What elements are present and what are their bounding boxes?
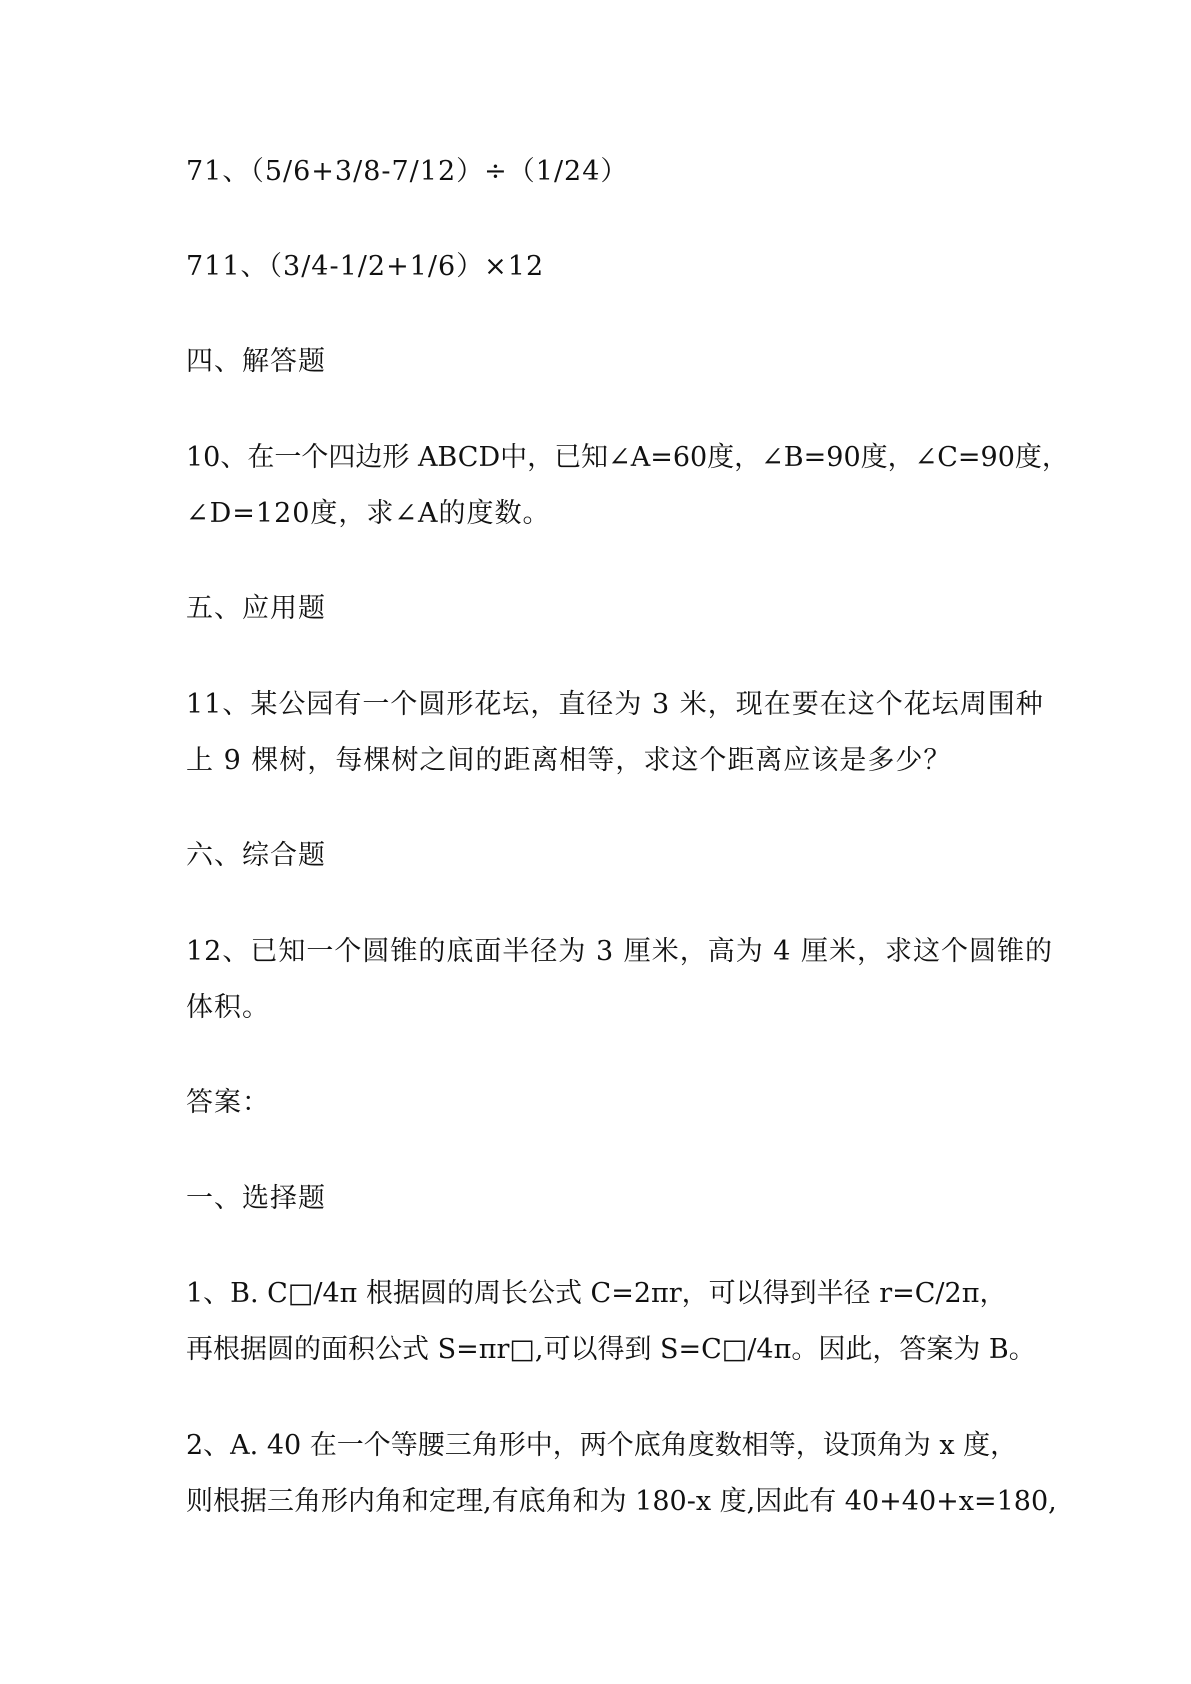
section-heading-application: 五、应用题: [186, 593, 326, 624]
problem-12-line-2: 体积。: [186, 992, 270, 1023]
answer-1-line-2: 再根据圆的面积公式 S=πr□,可以得到 S=C□/4π。因此，答案为 B。: [186, 1334, 1036, 1365]
answer-2-line-1: 2、A. 40 在一个等腰三角形中，两个底角度数相等，设顶角为 x 度，: [186, 1430, 1018, 1461]
answer-2-line-2: 则根据三角形内角和定理,有底角和为 180-x 度,因此有 40+40+x=180,: [186, 1486, 1057, 1517]
problem-10-line-2: ∠D=120度，求∠A的度数。: [186, 498, 551, 529]
problem-11-line-2: 上 9 棵树，每棵树之间的距离相等，求这个距离应该是多少？: [186, 745, 952, 776]
section-heading-comprehensive: 六、综合题: [186, 840, 326, 871]
problem-12-line-1: 12、已知一个圆锥的底面半径为 3 厘米，高为 4 厘米，求这个圆锥的: [186, 936, 1054, 967]
section-heading-multiple-choice: 一、选择题: [186, 1183, 326, 1214]
problem-10-line-1: 10、在一个四边形 ABCD中，已知∠A=60度，∠B=90度，∠C=90度，: [186, 442, 1069, 473]
problem-11-line-1: 11、某公园有一个圆形花坛，直径为 3 米，现在要在这个花坛周围种: [186, 689, 1044, 720]
problem-711: 711、（3/4-1/2+1/6）×12: [186, 251, 545, 282]
answer-1-line-1: 1、B. C□/4π 根据圆的周长公式 C=2πr，可以得到半径 r=C/2π，: [186, 1278, 1007, 1309]
answers-heading: 答案：: [186, 1087, 270, 1118]
problem-71: 71、（5/6+3/8-7/12）÷（1/24）: [186, 156, 629, 187]
section-heading-solve: 四、解答题: [186, 346, 326, 377]
